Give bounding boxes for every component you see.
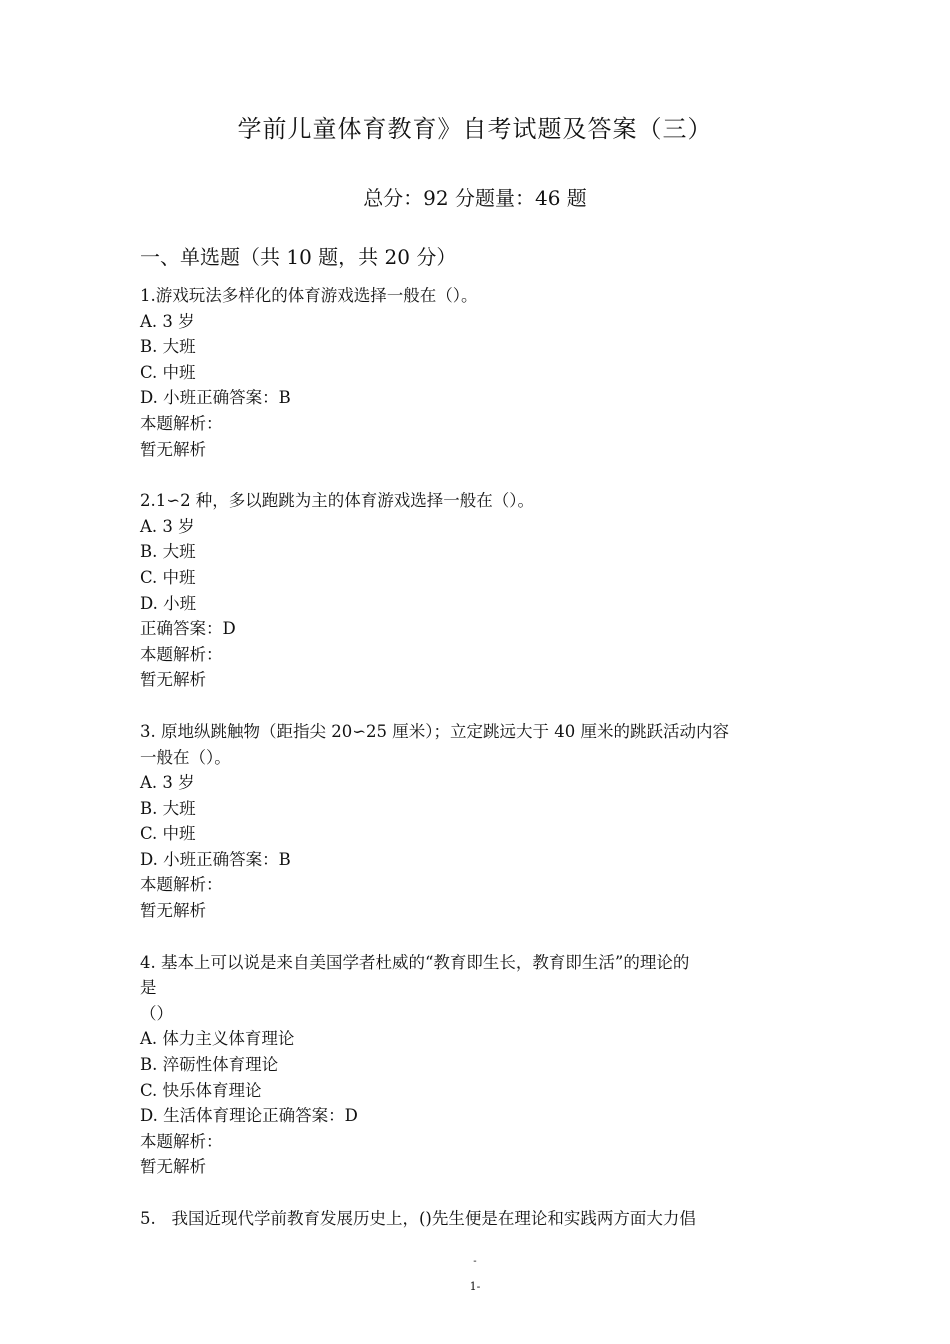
- section-heading: 一、单选题（共 10 题，共 20 分）: [140, 245, 457, 269]
- question-line: D. 生活体育理论正确答案：D: [140, 1106, 358, 1126]
- question-line: D. 小班正确答案：B: [140, 849, 291, 869]
- question-line: B. 大班: [140, 798, 196, 818]
- question-line: 一般在（）。: [140, 747, 231, 767]
- question-line: 正确答案：D: [140, 619, 236, 639]
- question-block: [140, 950, 820, 1180]
- question-line: A. 3 岁: [140, 773, 195, 793]
- question-line: 5. 我国近现代学前教育发展历史上，()先生便是在理论和实践两方面大力倡: [140, 1209, 696, 1228]
- question-line: 本题解析：: [140, 1131, 223, 1151]
- question-line: A. 体力主义体育理论: [140, 1029, 295, 1049]
- question-line: C. 中班: [140, 567, 196, 587]
- question-line: 2.1∽2 种，多以跑跳为主的体育游戏选择一般在（）。: [140, 491, 535, 511]
- question-line: 本题解析：: [140, 875, 223, 895]
- question-line: B. 大班: [140, 337, 196, 357]
- question-line: 暂无解析: [140, 1157, 206, 1177]
- document-title: 学前儿童体育教育》自考试题及答案（三）: [237, 115, 713, 143]
- question-line: A. 3 岁: [140, 311, 195, 331]
- page-number: 1-: [469, 1280, 481, 1293]
- question-line: D. 小班正确答案：B: [140, 388, 291, 408]
- question-line: C. 快乐体育理论: [140, 1080, 262, 1100]
- question-line: 是: [140, 978, 157, 998]
- question-line: B. 大班: [140, 542, 196, 562]
- question-line: B. 淬砺性体育理论: [140, 1055, 279, 1075]
- score-summary: 总分：92 分题量：46 题: [363, 186, 587, 210]
- question-line: 4. 基本上可以说是来自美国学者杜威的“教育即生长，教育即生活”的理论的: [140, 952, 690, 972]
- question-line: 暂无解析: [140, 901, 206, 921]
- question-block: [140, 719, 820, 924]
- question-line: 本题解析：: [140, 413, 223, 433]
- question-line: C. 中班: [140, 362, 196, 382]
- question-line: 暂无解析: [140, 670, 206, 690]
- question-line: C. 中班: [140, 824, 196, 844]
- question-block: [140, 1206, 820, 1232]
- question-line: （）: [140, 1003, 173, 1023]
- footer-dash: -: [473, 1256, 477, 1267]
- question-list: [140, 283, 820, 1232]
- question-line: 3. 原地纵跳触物（距指尖 20∽25 厘米）；立定跳远大于 40 厘米的跳跃活动内容: [140, 721, 730, 741]
- question-line: 本题解析：: [140, 644, 223, 664]
- question-line: A. 3 岁: [140, 516, 195, 536]
- question-line: 1.游戏玩法多样化的体育游戏选择一般在（）。: [140, 286, 478, 305]
- question-line: D. 小班: [140, 593, 197, 613]
- question-line: 暂无解析: [140, 439, 206, 459]
- question-block: [140, 283, 820, 462]
- question-block: [140, 488, 820, 693]
